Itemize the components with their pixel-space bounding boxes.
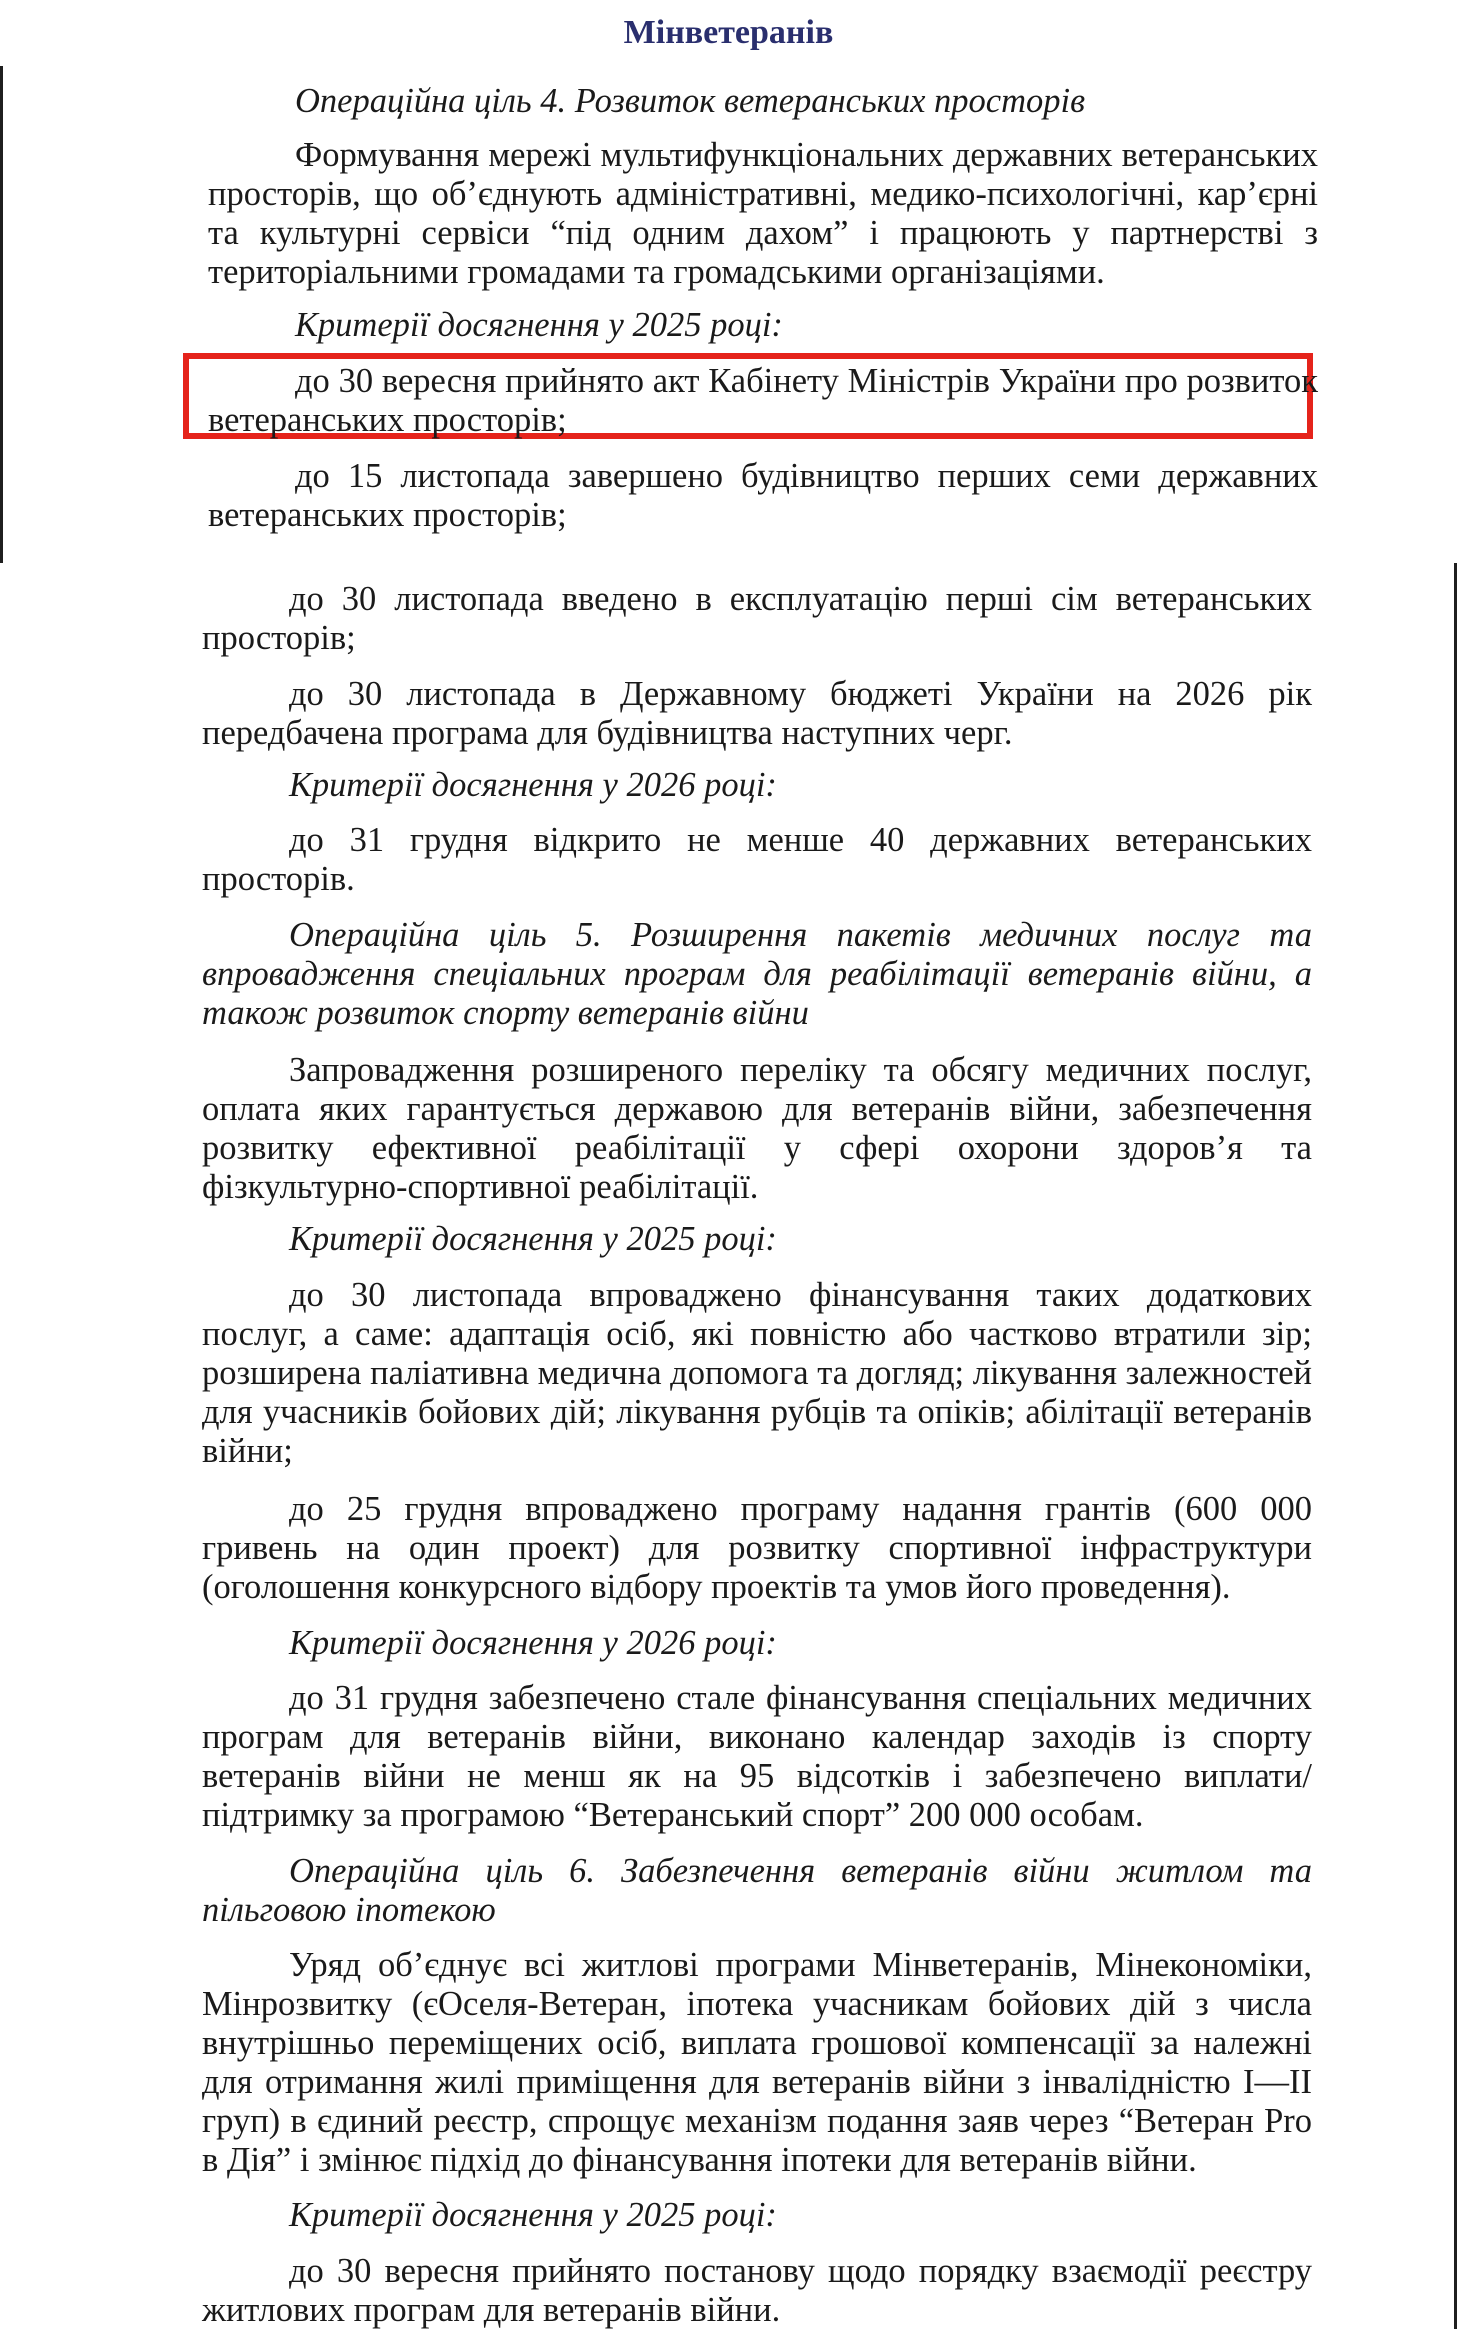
criterion-item: до 30 вересня прийнято постанову щодо порядку взаємодії реєстру житлових програм для ветеранів війни. <box>202 2252 1312 2329</box>
criterion-item: до 30 вересня прийнято акт Кабінету Міністрів України про розвиток ветеранських просторів; <box>208 362 1318 439</box>
goal-6-description: Уряд об’єднує всі житлові програми Мінветеранів, Мінекономіки, Мінрозвитку (єОселя-Ветеран, іпотека учасникам бойових дій з числа внутрішньо переміщених осіб, виплата грошової компенсації за належні для отримання жилі приміщення для ветеранів війни з інвалідністю I—II груп) в єдиний реєстр, спрощує механізм подання заяв через “Ветеран Pro в Дія” і змінює підхід до фінансування іпотеки для ветеранів війни. <box>202 1946 1312 2179</box>
criterion-item: до 30 листопада введено в експлуатацію перші сім ветеранських просторів; <box>202 580 1312 657</box>
goal-4-description: Формування мережі мультифункціональних державних ветеранських просторів, що об’єднують адміністративні, медико-психологічні, кар’єрні та культурні сервіси “під одним дахом” і працюють у партнерстві з територіальними громадами та громадськими організаціями. <box>208 136 1318 291</box>
left-margin-rule <box>0 66 3 563</box>
criteria-2025-heading: Критерії досягнення у 2025 році: <box>295 306 783 344</box>
criterion-item: до 30 листопада в Державному бюджеті України на 2026 рік передбачена програма для будівництва наступних черг. <box>202 675 1312 752</box>
criterion-item: до 15 листопада завершено будівництво перших семи державних ветеранських просторів; <box>208 457 1318 534</box>
goal-5-description: Запровадження розширеного переліку та обсягу медичних послуг, оплата яких гарантується державою для ветеранів війни, забезпечення розвитку ефективної реабілітації у сфері охорони здоров’я та фізкультурно-спортивної реабілітації. <box>202 1051 1312 1206</box>
criteria-2025-heading: Критерії досягнення у 2025 році: <box>289 1220 777 1258</box>
criteria-2026-heading: Критерії досягнення у 2026 році: <box>289 766 777 804</box>
operational-goal-4-heading: Операційна ціль 4. Розвиток ветеранських просторів <box>295 82 1086 120</box>
criteria-2026-heading: Критерії досягнення у 2026 році: <box>289 1624 777 1662</box>
criterion-item: до 30 листопада впроваджено фінансування таких додаткових послуг, а саме: адаптація осіб, які повністю або частково втратили зір; розширена паліативна медична допомога та догляд; лікування залежностей для учасників бойових дій; лікування рубців та опіків; абілітації ветеранів війни; <box>202 1276 1312 1470</box>
criterion-item: до 31 грудня відкрито не менше 40 державних ветеранських просторів. <box>202 821 1312 898</box>
criterion-item: до 31 грудня забезпечено стале фінансування спеціальних медичних програм для ветеранів війни, виконано календар заходів із спорту ветеранів війни не менш як на 95 відсотків і забезпечено виплати/підтримку за програмою “Ветеранський спорт” 200 000 особам. <box>202 1679 1312 1834</box>
document-title: Мінветеранів <box>623 14 834 51</box>
operational-goal-5-heading: Операційна ціль 5. Розширення пакетів медичних послуг та впровадження спеціальних програм для реабілітації ветеранів війни, а також розвиток спорту ветеранів війни <box>202 916 1312 1032</box>
operational-goal-6-heading: Операційна ціль 6. Забезпечення ветеранів війни житлом та пільговою іпотекою <box>202 1852 1312 1929</box>
criteria-2025-heading: Критерії досягнення у 2025 році: <box>289 2196 777 2234</box>
criterion-item: до 25 грудня впроваджено програму надання грантів (600 000 гривень на один проект) для розвитку спортивної інфраструктури (оголошення конкурсного відбору проектів та умов його проведення). <box>202 1490 1312 1606</box>
